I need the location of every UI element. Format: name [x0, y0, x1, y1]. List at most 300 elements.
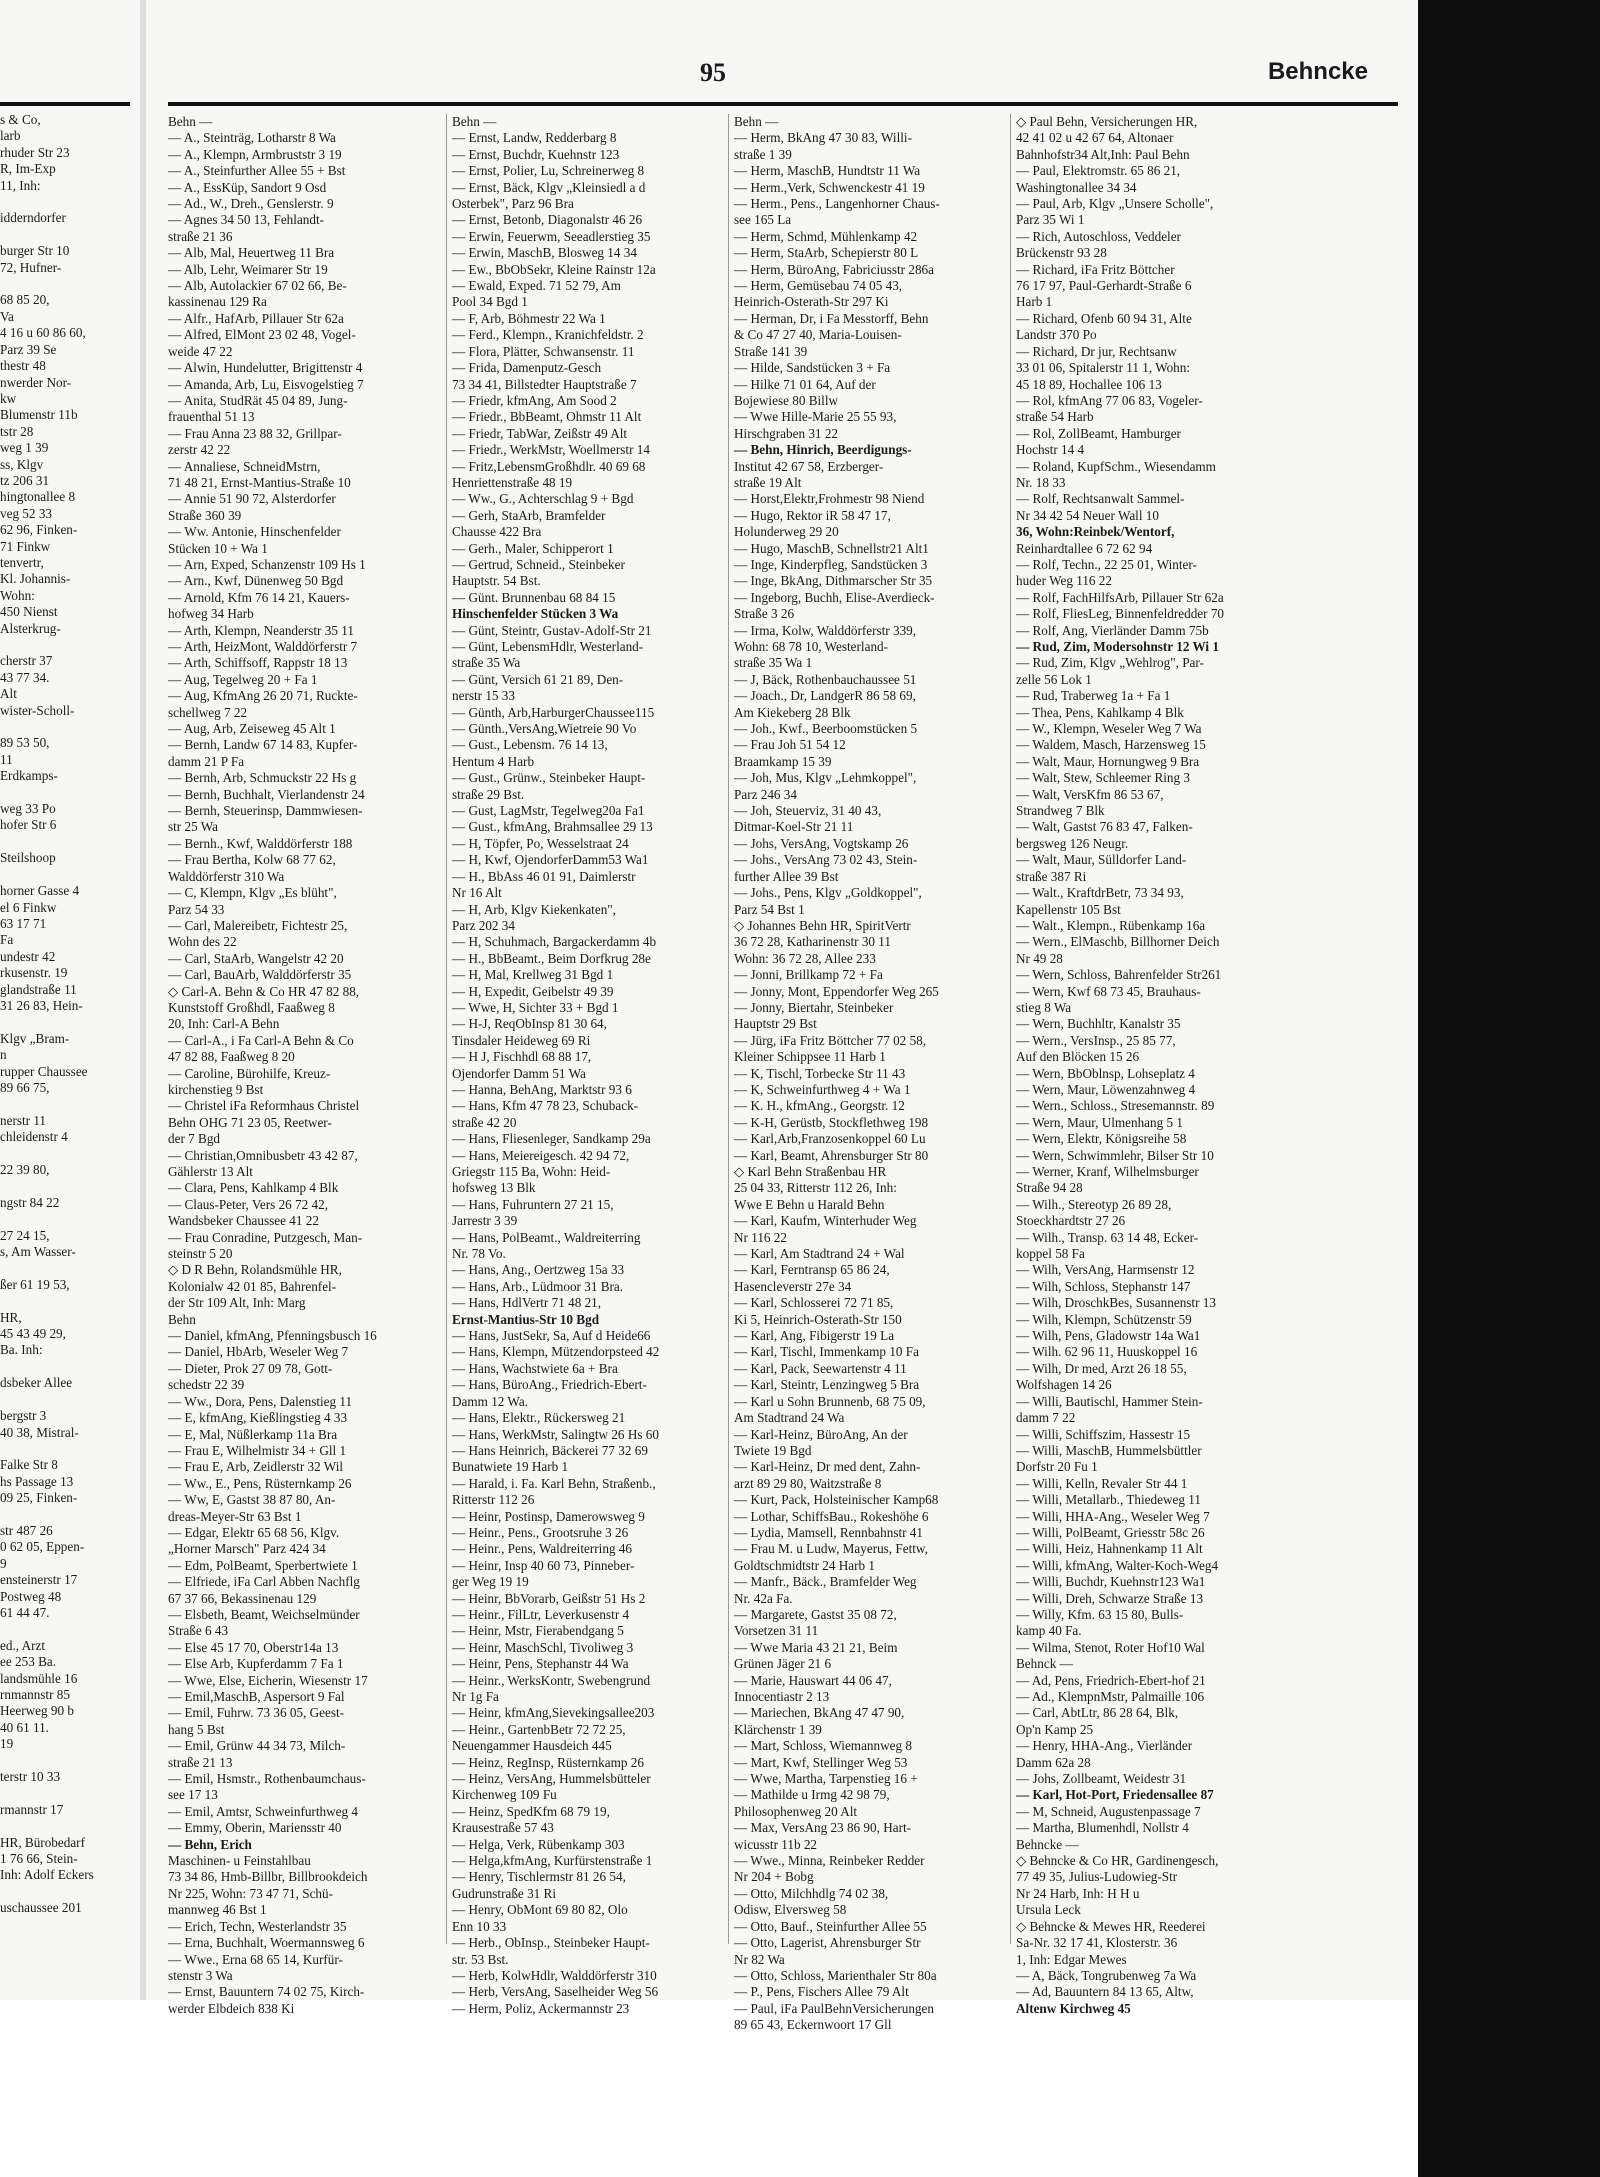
directory-entry: — Emil, Amtsr, Schweinfurthweg 4 — [168, 1803, 358, 1819]
directory-entry: — Frau Bertha, Kolw 68 77 62, — [168, 852, 336, 868]
directory-column-3 — [734, 114, 1004, 2033]
directory-entry: — Caroline, Bürohilfe, Kreuz- — [168, 1065, 331, 1081]
directory-entry: Hinschenfelder Stücken 3 Wa — [452, 606, 619, 622]
directory-entry: straße 1 39 — [734, 146, 792, 162]
previous-page-line: ed., Arzt — [0, 1637, 46, 1653]
directory-entry: — Manfr., Bäck., Bramfelder Weg — [734, 1574, 917, 1590]
directory-entry: — Daniel, kfmAng, Pfenningsbusch 16 — [168, 1328, 377, 1344]
directory-entry: — Paul, iFa PaulBehnVersicherungen — [734, 2000, 934, 2016]
directory-entry: — Gerh, StaArb, Bramfelder — [452, 507, 606, 523]
directory-entry: — H, Töpfer, Po, Wesselstraat 24 — [452, 835, 629, 851]
directory-entry: — Karl, Ang, Fibigerstr 19 La — [734, 1328, 895, 1344]
directory-entry: — E, kfmAng, Kießlingstieg 4 33 — [168, 1410, 348, 1426]
directory-entry: — Hans, Meiereigesch. 42 94 72, — [452, 1147, 630, 1163]
directory-entry: — Martha, Blumenhdl, Nollstr 4 — [1016, 1820, 1189, 1836]
directory-entry: — Helga, Verk, Rübenkamp 303 — [452, 1836, 625, 1852]
directory-entry: — Edgar, Elektr 65 68 56, Klgv. — [168, 1524, 340, 1540]
previous-page-line: 4 16 u 60 86 60, — [0, 325, 86, 341]
directory-entry: — Heinr, Mstr, Fierabendgang 5 — [452, 1623, 624, 1639]
directory-entry: — Frau Joh 51 54 12 — [734, 737, 846, 753]
directory-entry: Kapellenstr 105 Bst — [1016, 901, 1121, 917]
directory-entry: Hirschgraben 31 22 — [734, 425, 839, 441]
previous-page-rule — [0, 102, 130, 106]
directory-entry: — Clara, Pens, Kahlkamp 4 Blk — [168, 1180, 339, 1196]
directory-entry: — Carl, StaArb, Wangelstr 42 20 — [168, 950, 344, 966]
previous-page-line: Va — [0, 308, 14, 324]
directory-entry: — Willi, HHA-Ang., Weseler Weg 7 — [1016, 1508, 1210, 1524]
directory-entry: stenstr 3 Wa — [168, 1967, 233, 1983]
directory-entry: Parz 54 Bst 1 — [734, 901, 805, 917]
directory-entry: ◇ Johannes Behn HR, SpiritVertr — [734, 917, 911, 933]
directory-entry: Straße 6 43 — [168, 1623, 229, 1639]
directory-entry: — Mart, Kwf, Stellinger Weg 53 — [734, 1754, 908, 1770]
directory-heading: Behn — — [168, 114, 213, 129]
directory-entry: — Willi, Dreh, Schwarze Straße 13 — [1016, 1590, 1204, 1606]
previous-page-line: 63 17 71 — [0, 915, 47, 931]
directory-entry: 47 82 88, Faaßweg 8 20 — [168, 1049, 295, 1065]
directory-entry: — Gerh., Maler, Schipperort 1 — [452, 540, 614, 556]
directory-entry: — Wern., VersInsp., 25 85 77, — [1016, 1032, 1176, 1048]
directory-entry: Am Stadtrand 24 Wa — [734, 1410, 845, 1426]
directory-entry: — Wwe, Martha, Tarpenstieg 16 + — [734, 1771, 918, 1787]
directory-entry: — Mart, Schloss, Wiemannweg 8 — [734, 1738, 912, 1754]
directory-entry: straße 19 Alt — [734, 474, 802, 490]
directory-entry: — Mariechen, BkAng 47 47 90, — [734, 1705, 905, 1721]
directory-entry: — Rol, kfmAng 77 06 83, Vogeler- — [1016, 392, 1203, 408]
directory-entry: further Allee 39 Bst — [734, 868, 839, 884]
directory-entry: — A., Steinfurther Allee 55 + Bst — [168, 163, 346, 179]
directory-entry: — Rolf, FliesLeg, Binnenfeldredder 70 — [1016, 606, 1225, 622]
previous-page-line: R, Im-Exp — [0, 161, 56, 177]
directory-entry: — Walt., KraftdrBetr, 73 34 93, — [1016, 885, 1184, 901]
directory-entry: str. 53 Bst. — [452, 1951, 509, 1967]
directory-entry: — Hans, Fuhruntern 27 21 15, — [452, 1196, 614, 1212]
directory-entry: Damm 62a 28 — [1016, 1754, 1091, 1770]
directory-entry: — Emil,MaschB, Aspersort 9 Fal — [168, 1689, 345, 1704]
directory-entry: Innocentiastr 2 13 — [734, 1689, 830, 1704]
directory-entry: — Karl, Pack, Seewartenstr 4 11 — [734, 1360, 907, 1376]
previous-page-line — [0, 194, 128, 210]
directory-entry: Behn — [168, 1311, 196, 1327]
directory-entry: Nr 34 42 54 Neuer Wall 10 — [1016, 507, 1159, 523]
directory-entry: — Willi, Schiffszim, Hassestr 15 — [1016, 1426, 1191, 1442]
directory-entry: 73 34 41, Billstedter Hauptstraße 7 — [452, 376, 637, 392]
directory-entry: — Bernh, Arb, Schmuckstr 22 Hs g — [168, 770, 357, 786]
previous-page-line: 89 66 75, — [0, 1079, 50, 1095]
directory-entry: — Wern, Kwf 68 73 45, Brauhaus- — [1016, 983, 1201, 999]
directory-entry: Osterbek", Parz 96 Bra — [452, 196, 574, 212]
previous-page-line — [0, 719, 128, 735]
directory-entry: — Walt, Stew, Schleemer Ring 3 — [1016, 770, 1191, 786]
directory-entry: — Lothar, SchiffsBau., Rokeshöhe 6 — [734, 1508, 929, 1524]
directory-entry: 33 01 06, Spitalerstr 11 1, Wohn: — [1016, 360, 1191, 376]
directory-entry: — Kurt, Pack, Holsteinischer Kamp68 — [734, 1492, 939, 1508]
directory-entry: Nr 225, Wohn: 73 47 71, Schü- — [168, 1885, 333, 1901]
directory-entry: ◇ Karl Behn Straßenbau HR — [734, 1164, 887, 1179]
previous-page-line: horner Gasse 4 — [0, 883, 80, 899]
directory-entry: Harb 1 — [1016, 294, 1053, 310]
previous-page-line: Erdkamps- — [0, 768, 58, 784]
directory-entry: — Ad., KlempnMstr, Palmaille 106 — [1016, 1689, 1205, 1704]
directory-entry: — Herb, KolwHdlr, Walddörferstr 310 — [452, 1967, 657, 1983]
previous-page-line: kw — [0, 390, 17, 406]
previous-page-line: thestr 48 — [0, 358, 46, 374]
previous-page-line: hingtonallee 8 — [0, 489, 76, 505]
previous-page-line: nerstr 11 — [0, 1112, 47, 1128]
directory-entry: — Aug, KfmAng 26 20 71, Ruckte- — [168, 688, 358, 704]
directory-entry: — Ernst, Betonb, Diagonalstr 46 26 — [452, 212, 643, 228]
previous-page-line: burger Str 10 — [0, 243, 70, 259]
directory-entry: Klärchenstr 1 39 — [734, 1721, 822, 1737]
directory-entry: — Irma, Kolw, Walddörferstr 339, — [734, 622, 917, 638]
directory-entry: Chausse 422 Bra — [452, 524, 542, 540]
directory-entry: — Otto, Lagerist, Ahrensburger Str — [734, 1935, 921, 1951]
directory-entry: — Johs, Zollbeamt, Weidestr 31 — [1016, 1771, 1187, 1787]
directory-entry: Reinhardtallee 6 72 62 94 — [1016, 540, 1153, 556]
previous-page-line: HR, — [0, 1309, 22, 1325]
directory-entry: Jarrestr 3 39 — [452, 1213, 518, 1229]
directory-entry: Behn OHG 71 23 05, Reetwer- — [168, 1114, 332, 1130]
directory-entry: — Ww, E, Gastst 38 87 80, An- — [168, 1492, 336, 1508]
directory-entry: schellweg 7 22 — [168, 704, 248, 720]
directory-entry: — Karl, Hot-Port, Friedensallee 87 — [1016, 1787, 1214, 1803]
directory-entry: — Karl-Heinz, Dr med dent, Zahn- — [734, 1459, 921, 1475]
directory-entry: — Hans Heinrich, Bäckerei 77 32 69 — [452, 1442, 648, 1458]
directory-entry: — Karl-Heinz, BüroAng, An der — [734, 1426, 908, 1442]
directory-entry: — Friedr., WerkMstr, Woellmerstr 14 — [452, 442, 650, 458]
directory-entry: — Willi, Kelln, Revaler Str 44 1 — [1016, 1475, 1188, 1491]
directory-entry: — Karl,Arb,Franzosenkoppel 60 Lu — [734, 1131, 926, 1147]
directory-entry: schedstr 22 39 — [168, 1377, 245, 1393]
previous-page-line: rkusenstr. 19 — [0, 965, 68, 981]
directory-entry: — Alb, Autolackier 67 02 66, Be- — [168, 278, 347, 294]
directory-entry: Am Kiekeberg 28 Blk — [734, 704, 851, 720]
directory-entry: — Karl, Am Stadtrand 24 + Wal — [734, 1246, 905, 1262]
directory-entry: — Edm, PolBeamt, Sperbertwiete 1 — [168, 1557, 358, 1573]
directory-entry: — Erwin, Feuerwm, Seeadlerstieg 35 — [452, 228, 651, 244]
directory-entry: straße 35 Wa 1 — [734, 655, 813, 671]
directory-entry: — Otto, Bauf., Steinfurther Allee 55 — [734, 1918, 927, 1934]
directory-entry: — Willi, MaschB, Hummelsbüttler — [1016, 1442, 1202, 1458]
directory-entry: straße 42 20 — [452, 1114, 517, 1130]
directory-entry: — Wern, Schloss, Bahrenfelder Str261 — [1016, 967, 1222, 983]
directory-entry: Pool 34 Bgd 1 — [452, 294, 528, 310]
directory-entry: — Wern, Buchhltr, Kanalstr 35 — [1016, 1016, 1181, 1032]
directory-entry: Ritterstr 112 26 — [452, 1492, 535, 1508]
directory-entry: — C, Klempn, Klgv „Es blüht", — [168, 885, 337, 901]
directory-entry: — Rich, Autoschloss, Veddeler — [1016, 228, 1181, 244]
directory-entry: — Christian,Omnibusbetr 43 42 87, — [168, 1147, 358, 1163]
directory-entry: — Rolf, Techn., 22 25 01, Winter- — [1016, 556, 1197, 572]
previous-page-line: 9 — [0, 1555, 7, 1571]
previous-page-line — [0, 1211, 128, 1227]
directory-entry: — Carl, AbtLtr, 86 28 64, Blk, — [1016, 1705, 1179, 1721]
previous-page-line: nwerder Nor- — [0, 374, 72, 390]
previous-page-line: Alsterkrug- — [0, 620, 61, 636]
directory-entry: — Wern, Schwimmlehr, Bilser Str 10 — [1016, 1147, 1214, 1163]
directory-entry: — Ew., BbObSekr, Kleine Rainstr 12a — [452, 261, 656, 277]
directory-entry: — Carl-A., i Fa Carl-A Behn & Co — [168, 1032, 354, 1048]
directory-entry: — Ww., Dora, Pens, Dalenstieg 11 — [168, 1393, 353, 1409]
previous-page-line: 40 61 11. — [0, 1719, 49, 1735]
directory-entry: stieg 8 Wa — [1016, 999, 1072, 1015]
directory-entry: Institut 42 67 58, Erzberger- — [734, 458, 884, 474]
directory-entry: Stücken 10 + Wa 1 — [168, 540, 268, 556]
running-head: Behncke — [1267, 58, 1368, 85]
directory-entry: steinstr 5 20 — [168, 1246, 233, 1262]
directory-entry: Walddörferstr 310 Wa — [168, 868, 285, 884]
directory-entry: 45 18 89, Hochallee 106 13 — [1016, 376, 1162, 392]
directory-entry: Nr 116 22 — [734, 1229, 787, 1245]
directory-entry: Ursula Leck — [1016, 1902, 1081, 1918]
directory-entry: — Wern, Maur, Ulmenhang 5 1 — [1016, 1114, 1184, 1130]
directory-entry: — Joach., Dr, LandgerR 86 58 69, — [734, 688, 916, 704]
directory-entry: 76 17 97, Paul-Gerhardt-Straße 6 — [1016, 278, 1192, 294]
previous-page-line — [0, 1753, 128, 1769]
previous-page-line: tstr 28 — [0, 423, 34, 439]
column-divider — [1010, 114, 1011, 1944]
directory-entry: — Henry, ObMont 69 80 82, Olo — [452, 1902, 628, 1918]
directory-entry: Maschinen- u Feinstahlbau — [168, 1853, 311, 1869]
directory-entry: — Emil, Hsmstr., Rothenbaumchaus- — [168, 1771, 366, 1787]
directory-entry: — Joh, Mus, Klgv „Lehmkoppel", — [734, 770, 917, 786]
directory-entry: — Hans, WerkMstr, Salingtw 26 Hs 60 — [452, 1426, 659, 1442]
directory-entry: Sa-Nr. 32 17 41, Klosterstr. 36 — [1016, 1935, 1178, 1951]
directory-entry: — Walt, VersKfm 86 53 67, — [1016, 786, 1164, 802]
previous-page-line: 1 76 66, Stein- — [0, 1851, 78, 1867]
directory-heading: Behn — — [734, 114, 779, 129]
directory-entry: — Wilh., Transp. 63 14 48, Ecker- — [1016, 1229, 1199, 1245]
directory-entry: — Wern, Elektr, Königsreihe 58 — [1016, 1131, 1187, 1147]
previous-page-line: 11, Inh: — [0, 177, 41, 193]
directory-entry: — Herm, StaArb, Schepierstr 80 L — [734, 245, 919, 261]
previous-page-line: 71 Finkw — [0, 538, 51, 554]
directory-entry: — Ww., E., Pens, Rüsternkamp 26 — [168, 1475, 352, 1491]
previous-page-line — [0, 1014, 128, 1030]
directory-entry: — W., Klempn, Weseler Weg 7 Wa — [1016, 721, 1202, 737]
directory-entry: nerstr 15 33 — [452, 688, 515, 704]
previous-page-line: undestr 42 — [0, 948, 56, 964]
directory-entry: — Bernh, Steuerinsp, Dammwiesen- — [168, 803, 363, 819]
directory-entry: — H., BbAss 46 01 91, Daimlerstr — [452, 868, 636, 884]
directory-entry: — Karl, Ferntransp 65 86 24, — [734, 1262, 890, 1278]
previous-page-line: 450 Nienst — [0, 604, 58, 620]
directory-entry: — Ad, Bauuntern 84 13 65, Altw, — [1016, 1984, 1194, 2000]
directory-entry: — Karl, Beamt, Ahrensburger Str 80 — [734, 1147, 929, 1163]
directory-entry: — Inge, BkAng, Dithmarscher Str 35 — [734, 573, 933, 589]
previous-page-line: str 487 26 — [0, 1522, 53, 1538]
directory-entry: — Gust, LagMstr, Tegelweg20a Fa1 — [452, 803, 645, 819]
directory-entry: — Herm, MaschB, Hundtstr 11 Wa — [734, 163, 921, 179]
directory-entry: Parz 54 33 — [168, 901, 225, 917]
directory-entry: — Frau Anna 23 88 32, Grillpar- — [168, 425, 342, 441]
directory-entry: — Rolf, Ang, Vierländer Damm 75b — [1016, 622, 1209, 638]
directory-entry: frauenthal 51 13 — [168, 409, 255, 425]
directory-entry: — Karl, Kaufm, Winterhuder Weg — [734, 1213, 917, 1229]
directory-entry: — Karl, Steintr, Lenzingweg 5 Bra — [734, 1377, 920, 1393]
directory-entry: Goldtschmidtstr 24 Harb 1 — [734, 1557, 876, 1573]
directory-entry: zerstr 42 22 — [168, 442, 231, 458]
directory-entry: — Helga,kfmAng, Kurfürstenstraße 1 — [452, 1853, 653, 1869]
directory-entry: Kunststoff Großhdl, Faaßweg 8 — [168, 999, 335, 1015]
previous-page-line: bergstr 3 — [0, 1408, 47, 1424]
directory-entry: Vorsetzen 31 11 — [734, 1623, 819, 1639]
previous-page-line: rnmannstr 85 — [0, 1687, 70, 1702]
directory-entry: Grünen Jäger 21 6 — [734, 1656, 832, 1672]
previous-page-line — [0, 1392, 128, 1408]
directory-entry: straße 54 Harb — [1016, 409, 1094, 425]
directory-entry: 77 49 35, Julius-Ludowieg-Str — [1016, 1869, 1178, 1885]
directory-entry: — Alb, Mal, Heuertweg 11 Bra — [168, 245, 335, 261]
directory-entry: Tinsdaler Heideweg 69 Ri — [452, 1032, 591, 1048]
directory-entry: Nr 49 28 — [1016, 950, 1063, 966]
previous-page-line: ensteinerstr 17 — [0, 1572, 78, 1588]
previous-page-line — [0, 867, 128, 883]
directory-entry: Hauptstr. 54 Bst. — [452, 573, 541, 589]
directory-entry: — Else 45 17 70, Oberstr14a 13 — [168, 1639, 339, 1655]
directory-entry: — E, Mal, Nüßlerkamp 11a Bra — [168, 1426, 338, 1442]
previous-page-line — [0, 1785, 128, 1801]
previous-page-line: hs Passage 13 — [0, 1473, 74, 1489]
directory-entry: — Hans, BüroAng., Friedrich-Ebert- — [452, 1377, 647, 1393]
directory-entry: — Johs., Pens, Klgv „Goldkoppel", — [734, 885, 922, 901]
directory-entry: — Günt, Steintr, Gustav-Adolf-Str 21 — [452, 622, 652, 638]
directory-entry: — Paul, Arb, Klgv „Unsere Scholle", — [1016, 196, 1214, 212]
directory-entry: — Herm, Poliz, Ackermannstr 23 — [452, 2000, 630, 2016]
directory-entry: — Willi, kfmAng, Walter-Koch-Weg4 — [1016, 1557, 1219, 1573]
directory-entry: werder Elbdeich 838 Ki — [168, 2000, 295, 2016]
previous-page-line: Parz 39 Se — [0, 341, 57, 357]
directory-entry: — Horst,Elektr,Frohmestr 98 Niend — [734, 491, 925, 507]
directory-entry: — Roland, KupfSchm., Wiesendamm — [1016, 458, 1216, 474]
directory-entry: — Ernst, Bauuntern 74 02 75, Kirch- — [168, 1984, 365, 2000]
directory-entry: — Gust., kfmAng, Brahmsallee 29 13 — [452, 819, 653, 835]
directory-entry: Krausestraße 57 43 — [452, 1820, 554, 1836]
directory-entry: 73 34 86, Hmb-Billbr, Billbrookdeich — [168, 1869, 368, 1885]
directory-entry: Holunderweg 29 20 — [734, 524, 839, 540]
directory-entry: hang 5 Bst — [168, 1721, 225, 1737]
directory-entry: — Frau Conradine, Putzgesch, Man- — [168, 1229, 363, 1245]
previous-page-line: ee 253 Ba. — [0, 1654, 57, 1670]
directory-entry: Parz 246 34 — [734, 786, 797, 802]
directory-entry: — Werner, Kranf, Wilhelmsburger — [1016, 1164, 1199, 1179]
directory-entry: — Herm.,Verk, Schwenckestr 41 19 — [734, 179, 925, 195]
directory-entry: — Rud, Zim, Klgv „Wehlrog", Par- — [1016, 655, 1204, 671]
directory-entry: hofweg 34 Harb — [168, 606, 254, 622]
directory-entry: — M, Schneid, Augustenpassage 7 — [1016, 1803, 1201, 1819]
directory-entry: Wandsbeker Chaussee 41 22 — [168, 1213, 319, 1229]
directory-entry: — Rol, ZollBeamt, Hamburger — [1016, 425, 1181, 441]
directory-entry: Twiete 19 Bgd — [734, 1442, 812, 1458]
previous-page-line: Kl. Johannis- — [0, 571, 71, 587]
directory-entry: — Johs., VersAng 73 02 43, Stein- — [734, 852, 918, 868]
directory-entry: 25 04 33, Ritterstr 112 26, Inh: — [734, 1180, 897, 1196]
directory-entry: arzt 89 29 80, Waitzstraße 8 — [734, 1475, 882, 1491]
directory-entry: — J, Bäck, Rothenbauchaussee 51 — [734, 671, 917, 687]
directory-entry: Hentum 4 Harb — [452, 753, 535, 769]
directory-entry: — Wilh., Stereotyp 26 89 28, — [1016, 1196, 1172, 1212]
directory-entry: straße 21 36 — [168, 228, 233, 244]
previous-page-line: Blumenstr 11b — [0, 407, 78, 423]
directory-entry: str 25 Wa — [168, 819, 218, 835]
directory-entry: — Wilh, DroschkBes, Susannenstr 13 — [1016, 1295, 1216, 1311]
directory-entry: weide 47 22 — [168, 343, 233, 359]
directory-entry: — Karl, Schlosserei 72 71 85, — [734, 1295, 894, 1311]
directory-entry: koppel 58 Fa — [1016, 1246, 1085, 1262]
directory-entry: — Gust., Grünw., Steinbeker Haupt- — [452, 770, 646, 786]
directory-entry: — Gertrud, Schneid., Steinbeker — [452, 556, 625, 572]
directory-entry: damm 21 P Fa — [168, 753, 245, 769]
directory-entry: — Willi, Heiz, Hahnenkamp 11 Alt — [1016, 1541, 1203, 1557]
directory-entry: zelle 56 Lok 1 — [1016, 671, 1092, 687]
previous-page-line — [0, 1096, 128, 1112]
directory-entry: see 17 13 — [168, 1787, 218, 1803]
directory-entry: — Heinr, Postinsp, Damerowsweg 9 — [452, 1508, 645, 1524]
directory-entry: Nr 1g Fa — [452, 1689, 499, 1704]
directory-entry: — Heinz, SpedKfm 68 79 19, — [452, 1803, 610, 1819]
previous-page-line: 09 25, Finken- — [0, 1490, 78, 1506]
directory-entry: Heinrich-Osterath-Str 297 Ki — [734, 294, 889, 310]
directory-entry: Ernst-Mantius-Str 10 Bgd — [452, 1311, 600, 1327]
directory-entry: — Günt, Versich 61 21 89, Den- — [452, 671, 624, 687]
directory-entry: — Herm, Gemüsebau 74 05 43, — [734, 278, 903, 294]
directory-entry: — Walt, Gastst 76 83 47, Falken- — [1016, 819, 1193, 835]
directory-entry: — Carl, BauArb, Walddörferstr 35 — [168, 967, 352, 983]
directory-entry: — Joh, Steuerviz, 31 40 43, — [734, 803, 882, 819]
previous-page-line: 89 53 50, — [0, 735, 50, 751]
directory-entry: — Heinz, RegInsp, Rüsternkamp 26 — [452, 1754, 644, 1770]
directory-entry: damm 7 22 — [1016, 1410, 1076, 1426]
directory-entry: 36 72 28, Katharinenstr 30 11 — [734, 934, 892, 950]
previous-page-line: Alt — [0, 686, 17, 702]
directory-entry: Ki 5, Heinrich-Osterath-Str 150 — [734, 1311, 902, 1327]
directory-entry: — Jonny, Biertahr, Steinbeker — [734, 999, 894, 1015]
directory-entry: — Günt. Brunnenbau 68 84 15 — [452, 589, 616, 605]
directory-entry: — Johs, VersAng, Vogtskamp 26 — [734, 835, 909, 851]
directory-entry: — Herman, Dr, i Fa Messtorff, Behn — [734, 310, 929, 326]
directory-entry: — A, Bäck, Tongrubenweg 7a Wa — [1016, 1967, 1197, 1983]
directory-entry: — H J, Fischhdl 68 88 17, — [452, 1049, 592, 1065]
directory-entry: Nr 16 Alt — [452, 885, 502, 901]
directory-entry: — Walt, Maur, Sülldorfer Land- — [1016, 852, 1187, 868]
directory-entry: & Co 47 27 40, Maria-Louisen- — [734, 327, 902, 343]
directory-entry: 89 65 43, Eckernwoort 17 Gll — [734, 2017, 892, 2033]
directory-entry: Wohn des 22 — [168, 934, 237, 950]
directory-entry: Auf den Blöcken 15 26 — [1016, 1049, 1140, 1065]
directory-entry: — Jonny, Mont, Eppendorfer Weg 265 — [734, 983, 939, 999]
previous-page-line: 61 44 47. — [0, 1604, 50, 1620]
directory-entry: — Heinr, MaschSchl, Tivoliweg 3 — [452, 1639, 634, 1655]
previous-page-line: terstr 10 33 — [0, 1769, 61, 1785]
directory-entry: — Thea, Pens, Kahlkamp 4 Blk — [1016, 704, 1184, 720]
directory-entry: — Hans, Ang., Oertzweg 15a 33 — [452, 1262, 625, 1278]
directory-entry: — Walt, Maur, Hornungweg 9 Bra — [1016, 753, 1200, 769]
directory-entry: — Herm, BüroAng, Fabriciusstr 286a — [734, 261, 934, 277]
directory-entry: „Horner Marsch" Parz 424 34 — [168, 1541, 326, 1557]
directory-entry: — Alfred, ElMont 23 02 48, Vogel- — [168, 327, 356, 343]
directory-entry: — K-H, Gerüstb, Stockflethweg 198 — [734, 1114, 929, 1130]
directory-entry: — Friedr, kfmAng, Am Sood 2 — [452, 392, 617, 408]
directory-entry: Nr 82 Wa — [734, 1951, 785, 1967]
directory-entry: Brückenstr 93 28 — [1016, 245, 1107, 261]
directory-entry: — Jürg, iFa Fritz Böttcher 77 02 58, — [734, 1032, 927, 1048]
directory-entry: Ojendorfer Damm 51 Wa — [452, 1065, 586, 1081]
directory-entry: — Joh., Kwf., Beerboomstücken 5 — [734, 721, 918, 737]
directory-entry: — Heinr, Insp 40 60 73, Pinneber- — [452, 1557, 635, 1573]
directory-entry: bergsweg 126 Neugr. — [1016, 835, 1129, 851]
previous-page-line — [0, 1441, 128, 1457]
directory-entry: — Willi, Metallarb., Thiedeweg 11 — [1016, 1492, 1201, 1508]
